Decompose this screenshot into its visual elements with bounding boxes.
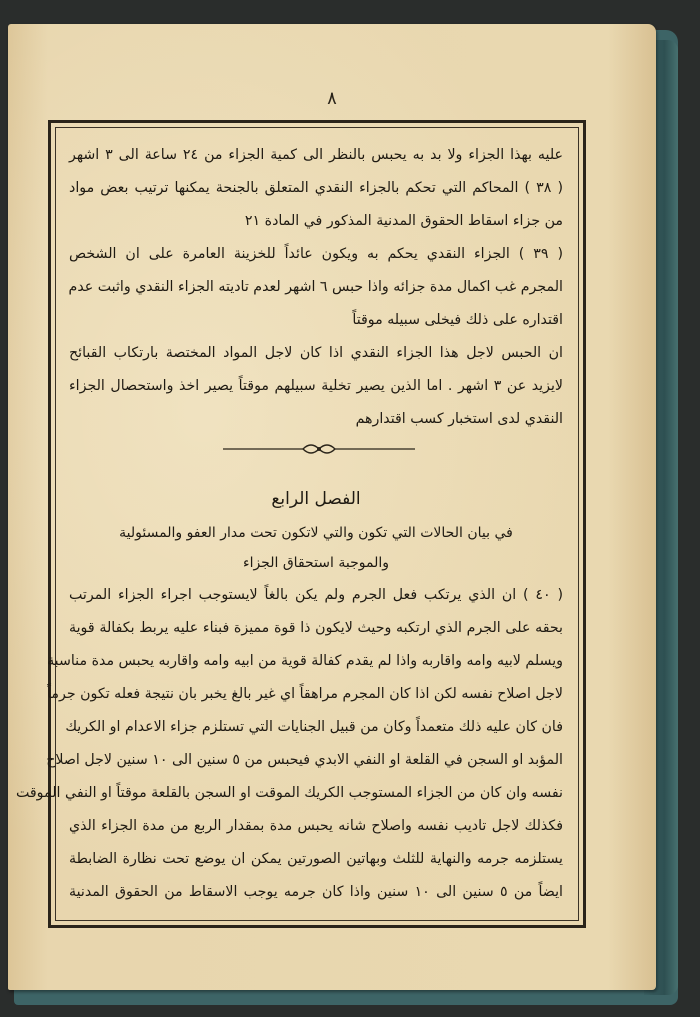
text-line: ويسلم لابيه وامه واقاربه واذا لم يقدم كفالة قوية من ابيه وامه واقاربه يحبس مدة مناسبة — [47, 653, 563, 669]
page-number: ٨ — [327, 88, 337, 109]
text-line: عليه بهذا الجزاء ولا بد به يحبس بالنظر الى كمية الجزاء من ٢٤ ساعة الى ٣ اشهر — [69, 147, 563, 163]
body-text — [15, 139, 564, 915]
text-line: ان الحبس لاجل هذا الجزاء النقدي اذا كان لاجل المواد المختصة بارتكاب القبائح — [69, 345, 563, 361]
text-line: فكذلك لاجل تاديب نفسه واصلاح شانه يحبس مدة بمقدار الربع من مدة الجزاء الذي — [69, 818, 563, 834]
text-line: من جزاء اسقاط الحقوق المدنية المذكور في المادة ٢١ — [244, 213, 563, 229]
text-line: المجرم غب اكمال مدة جزائه واذا حبس ٦ اشهر لعدم تاديته الجزاء النقدي واثبت عدم — [68, 279, 563, 295]
chapter-title: الفصل الرابع — [271, 489, 361, 509]
text-line: لايزيد عن ٣ اشهر . اما الذين يصير تخلية سبيلهم موقتاً يصير اخذ واستحصال الجزاء — [69, 378, 563, 394]
chapter-subtitle: والموجبة استحقاق الجزاء — [242, 555, 389, 571]
text-line: اقتداره على ذلك فيخلى سبيله موقتاً — [352, 312, 563, 328]
text-line: ايضاً من ٥ سنين الى ١٠ سنين واذا كان جرمه يوجب الاسقاط من الحقوق المدنية — [69, 884, 563, 900]
text-line: نفسه وان كان من الجزاء المستوجب الكريك الموقت او السجن بالقلعة موقتاً او النفي الموقت — [15, 785, 563, 801]
text-frame — [15, 120, 586, 928]
text-line: فان كان عليه ذلك متعمداً وكان من قبيل الجنايات التي تستلزم جزاء الاعدام او الكريك — [65, 719, 563, 735]
ornamental-divider — [219, 439, 419, 459]
text-line: ( ٣٨ ) المحاكم التي تحكم بالجزاء النقدي المتعلق بالجنحة يمكنها ترتيب بعض مواد — [69, 180, 563, 196]
text-line: يستلزمه جرمه والنهاية للثلث وبهاتين الصورتين يمكن ان يوضع تحت نظارة الضابطة — [69, 851, 563, 867]
text-line: لاجل اصلاح نفسه لكن اذا كان المجرم مراهقاً اي غير بالغ يخبر بان نتيجة فعله تكون جرماً — [47, 686, 563, 702]
paper-page — [8, 24, 656, 990]
chapter-subtitle: في بيان الحالات التي تكون والتي لاتكون تحت مدار العفو والمسئولية — [119, 525, 513, 541]
text-line: النقدي لدى استخبار كسب اقتدارهم — [355, 411, 563, 427]
text-line: ( ٣٩ ) الجزاء النقدي يحكم به ويكون عائداً للخزينة العامرة على ان الشخص — [69, 246, 564, 262]
text-line: ( ٤٠ ) ان الذي يرتكب فعل الجرم ولم يكن بالغاً لايستوجب اجراء الجزاء المرتب — [69, 587, 563, 603]
text-line: بحقه على الجرم الذي ارتكبه وحيث لايكون ذا قوة مميزة فبناء عليه يربط بكفالة قوية — [69, 620, 563, 636]
text-line: المؤبد او السجن في القلعة او النفي الابدي فيحبس من ٥ سنين الى ١٠ سنين لاجل اصلاح — [46, 752, 563, 768]
